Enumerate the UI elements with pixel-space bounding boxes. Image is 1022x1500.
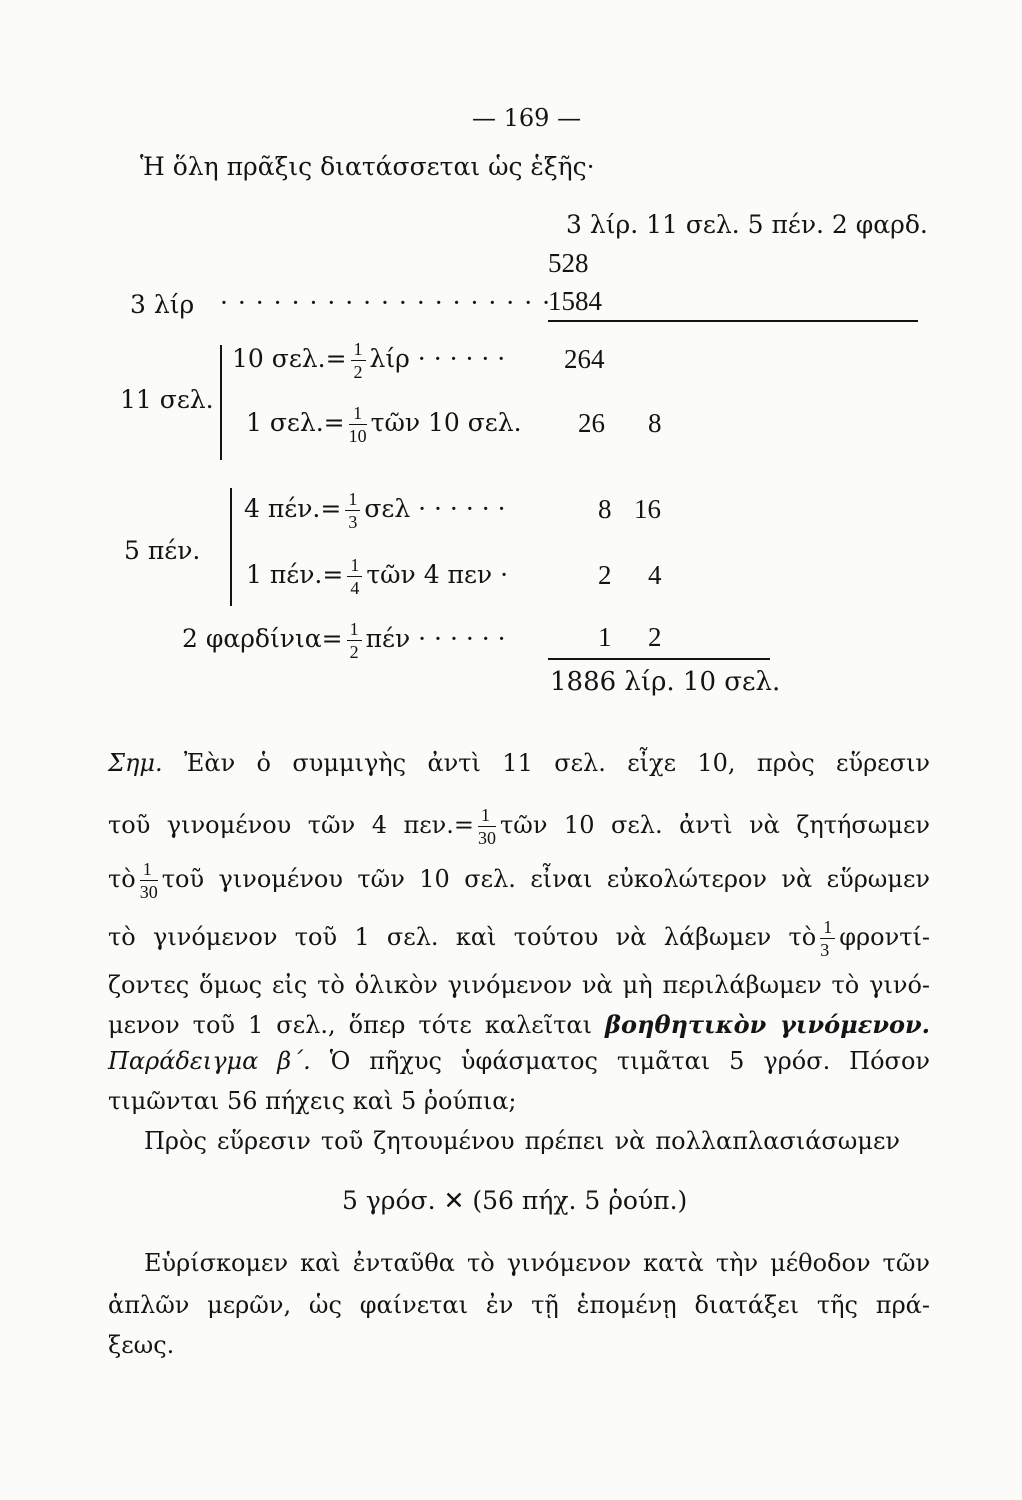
row-lir-value: 1584 bbox=[548, 286, 602, 316]
row-2-fard-value-a: 1 bbox=[598, 622, 612, 652]
fraction-1-30: $\frac{1}{30}$ bbox=[478, 805, 496, 848]
fraction-1-3: $\frac{1}{3}$ bbox=[345, 490, 360, 531]
total: 1886 λίρ. 10 σελ. bbox=[550, 667, 781, 697]
fraction-1-3-b: $\frac{1}{3}$ bbox=[820, 918, 835, 959]
top-rule bbox=[548, 320, 918, 322]
row-4-pen-right: σελ · · · · · · bbox=[364, 494, 506, 523]
row-10-sel-value: 264 bbox=[564, 344, 605, 374]
brace-sel bbox=[220, 345, 230, 460]
row-10-sel bbox=[232, 340, 505, 381]
note-line-6 bbox=[108, 1010, 930, 1040]
note-line-1 bbox=[108, 748, 930, 778]
total-rule bbox=[548, 658, 770, 660]
brace-pen bbox=[230, 488, 240, 606]
fraction-1-2-b: $\frac{1}{2}$ bbox=[347, 620, 362, 661]
example-line-1-text: Ὁ πῆχυς ὑφάσματος τιμᾶται 5 γρόσ. Πόσον bbox=[310, 1047, 930, 1075]
note-line-2-b: τῶν 10 σελ. ἀντὶ νὰ ζητήσωμεν bbox=[500, 811, 930, 839]
row-4-pen-left: 4 πέν.= bbox=[244, 494, 342, 523]
note-line-2-a: τοῦ γινομένου τῶν 4 πεν.= bbox=[108, 811, 474, 839]
row-2-fard bbox=[182, 620, 506, 661]
fraction-1-2: $\frac{1}{2}$ bbox=[351, 340, 366, 381]
row-1-sel bbox=[246, 404, 522, 445]
note-line-4-b: φροντί- bbox=[839, 923, 930, 951]
example-label: Παράδειγμα β΄. bbox=[108, 1047, 311, 1075]
fraction-1-10: $\frac{1}{10}$ bbox=[348, 403, 367, 446]
example-line-1 bbox=[108, 1046, 930, 1076]
row-1-sel-left: 1 σελ.= bbox=[246, 408, 345, 437]
bold-term: βοηθητικὸν γινόμενον. bbox=[605, 1010, 930, 1039]
intro-line: Ἡ ὅλη πρᾶξις διατάσσεται ὡς ἑξῆς· bbox=[140, 152, 595, 181]
row-lir-label: 3 λίρ bbox=[130, 290, 195, 319]
note-line-3 bbox=[108, 860, 930, 901]
row-2-fard-right: πέν · · · · · · bbox=[365, 624, 506, 653]
example-line-5: ἁπλῶν μερῶν, ὡς φαίνεται ἐν τῇ ἑπομένῃ διατάξει τῆς πρά- bbox=[108, 1291, 930, 1319]
row-2-fard-value-b: 2 bbox=[648, 622, 662, 652]
group-sel-label: 11 σελ. bbox=[120, 385, 214, 414]
note-line-4-a: τὸ γινόμενον τοῦ 1 σελ. καὶ τούτου νὰ λάβωμεν τὸ bbox=[108, 923, 817, 951]
example-line-2: τιμῶνται 56 πήχεις καὶ 5 ῥούπια; bbox=[108, 1087, 517, 1115]
row-4-pen-value-a: 8 bbox=[598, 494, 612, 524]
note-line-3-b: τοῦ γινομένου τῶν 10 σελ. εἶναι εὐκολώτερον νὰ εὕρωμεν bbox=[161, 865, 930, 893]
note-line-5: ζοντες ὅμως εἰς τὸ ὁλικὸν γινόμενον νὰ μὴ περιλάβωμεν τὸ γινό- bbox=[108, 971, 930, 999]
note-line-3-a: τὸ bbox=[108, 865, 136, 893]
row-1-sel-value-b: 8 bbox=[648, 408, 662, 438]
row-1-pen-value-b: 4 bbox=[648, 560, 662, 590]
row-1-pen-value-a: 2 bbox=[598, 560, 612, 590]
example-line-3: Πρὸς εὕρεσιν τοῦ ζητουμένου πρέπει νὰ πολλαπλασιάσωμεν bbox=[144, 1127, 900, 1155]
row-1-sel-value-a: 26 bbox=[578, 408, 605, 438]
note-label: Σημ. bbox=[108, 749, 163, 777]
row-1-pen-right: τῶν 4 πεν · bbox=[366, 560, 509, 589]
row-4-pen-value-b: 16 bbox=[634, 494, 661, 524]
page-number: — 169 — bbox=[472, 104, 582, 132]
row-1-pen bbox=[246, 556, 508, 597]
fraction-1-4: $\frac{1}{4}$ bbox=[347, 556, 362, 597]
row-1-sel-right: τῶν 10 σελ. bbox=[370, 408, 522, 437]
multiplicand: 3 λίρ. 11 σελ. 5 πέν. 2 φαρδ. bbox=[566, 210, 928, 239]
row-10-sel-left: 10 σελ.= bbox=[232, 344, 347, 373]
row-2-fard-left: 2 φαρδίνια= bbox=[182, 624, 343, 653]
fraction-1-30-b: $\frac{1}{30}$ bbox=[139, 859, 158, 902]
example-line-4: Εὑρίσκομεν καὶ ἐνταῦθα τὸ γινόμενον κατὰ τὴν μέθοδον τῶν bbox=[144, 1249, 930, 1277]
row-1-pen-left: 1 πέν.= bbox=[246, 560, 344, 589]
row-4-pen bbox=[244, 490, 506, 531]
row-lir-dots: · · · · · · · · · · · · · · · · · · · bbox=[220, 288, 552, 317]
note-line-2 bbox=[108, 806, 930, 847]
note-line-6-a: μενον τοῦ 1 σελ., ὅπερ τότε καλεῖται bbox=[108, 1011, 606, 1039]
formula: 5 γρόσ. ✕ (56 πήχ. 5 ῥούπ.) bbox=[342, 1186, 688, 1215]
multiplier: 528 bbox=[548, 248, 589, 278]
row-10-sel-right: λίρ · · · · · · bbox=[369, 344, 506, 373]
note-line-4 bbox=[108, 918, 930, 959]
note-line-1-text: Ἐὰν ὁ συμμιγὴς ἀντὶ 11 σελ. εἶχε 10, πρὸς εὕρεσιν bbox=[162, 749, 930, 777]
group-pen-label: 5 πέν. bbox=[124, 536, 201, 565]
example-line-6: ξεως. bbox=[108, 1331, 175, 1359]
